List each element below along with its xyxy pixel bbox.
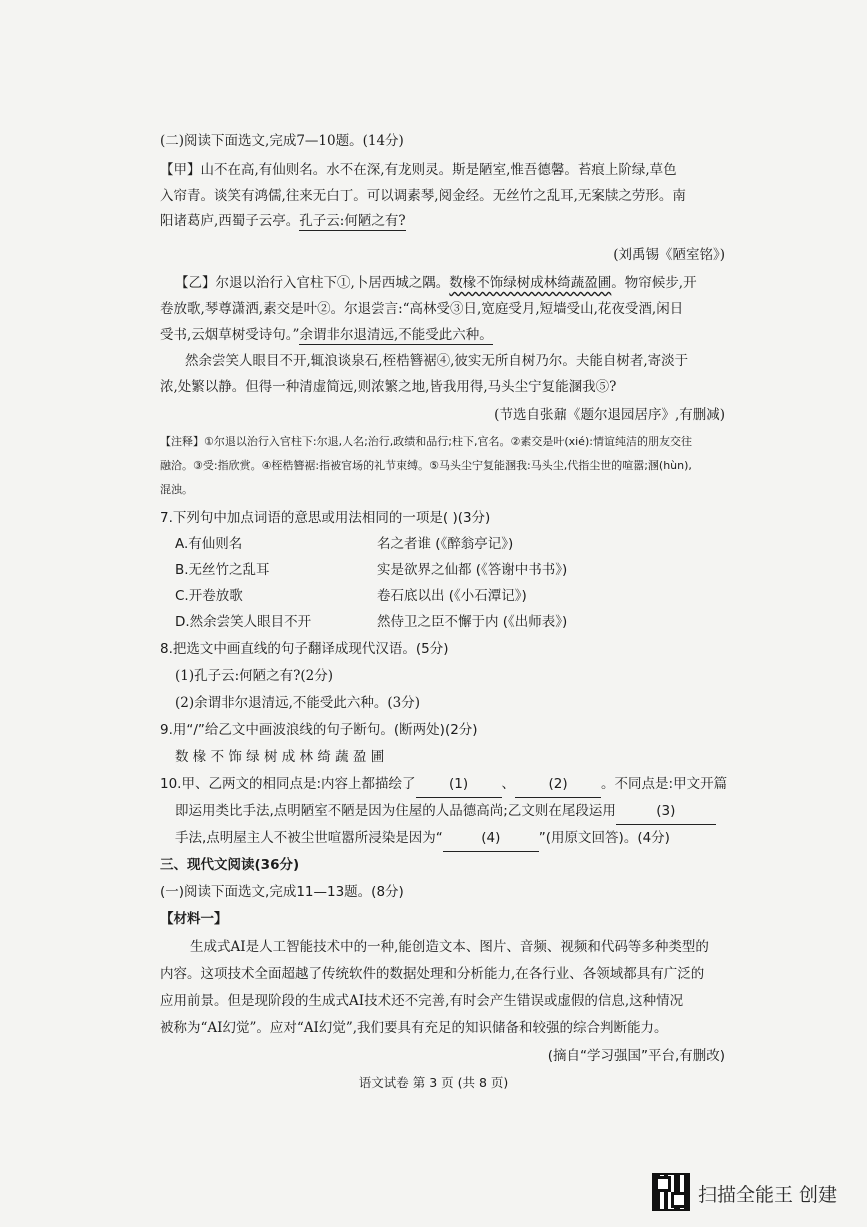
q8-item-2: (2)余谓非尔退清远,不能受此六种。(3分) [175,695,421,711]
yi-line-4: 然余尝笑人眼目不开,辄浪谈泉石,桎梏簪裾④,彼实无所自树乃尔。夫能自树者,寄淡于 [185,353,689,369]
material-line-4: 被称为“AI幻觉”。应对“AI幻觉”,我们要具有充足的知识储备和较强的综合判断能力。 [160,1020,668,1036]
yi-source: (节选自张鼐《题尔退园居序》,有删减) [494,407,725,423]
q7-option-d-right: 然侍卫之臣不懈于内 (《出师表》) [377,614,568,630]
notes-line-2: 融洽。③受:指欣赏。④桎梏簪裾:指被官场的礼节束缚。⑤马头尘宁复能溷我:马头尘,代指尘世的喧嚣;溷(hùn), [160,459,692,472]
material-line-1: 生成式AI是人工智能技术中的一种,能创造文本、图片、音频、视频和代码等多种类型的 [190,939,709,955]
q10-line-1-text: 10.甲、乙两文的相同点是:内容上都描绘了 [160,776,416,792]
yi-wavy-sentence: 数椽不饰绿树成林绮蔬盈圃 [449,275,612,291]
q10-line-3-text: 手法,点明屋主人不被尘世喧嚣所浸染是因为“ [175,830,443,846]
yi-line-2: 卷放歌,琴尊潇洒,素交是叶②。尔退尝言:“高林受③日,宽庭受月,短墙受山,花夜受酒,闲日 [160,301,684,317]
q7-stem: 7.下列句中加点词语的意思或用法相同的一项是( )(3分) [160,510,491,526]
section2-heading: (二)阅读下面选文,完成7—10题。(14分) [160,133,404,149]
yi-line-3-text: 受书,云烟草树受诗句。” [160,327,300,343]
jia-line-2: 入帘青。谈笑有鸿儒,往来无白丁。可以调素琴,阅金经。无丝竹之乱耳,无案牍之劳形。南 [160,188,686,204]
jia-line-3 [160,208,406,234]
jia-line-3-text: 阳诸葛庐,西蜀子云亭。 [160,213,300,229]
q10-blank-1[interactable]: (1) [416,771,502,798]
q7-option-a-left: A.有仙则名 [175,536,243,552]
q9-sentence: 数 椽 不 饰 绿 树 成 林 绮 蔬 盈 圃 [175,749,385,765]
q8-item-1: (1)孔子云:何陋之有?(2分) [175,668,334,684]
q10-separator: 、 [501,776,516,792]
jia-source: (刘禹锡《陋室铭》) [613,247,725,263]
yi-line-3 [160,322,493,348]
q7-option-b-left: B.无丝竹之乱耳 [175,562,270,578]
q7-option-c-right: 卷石底以出 (《小石潭记》) [377,588,527,604]
q10-line-2 [175,798,716,825]
q10-line-3 [175,825,670,852]
notes-line-3: 混浊。 [160,483,193,496]
q7-option-d-left: D.然余尝笑人眼目不开 [175,614,312,630]
yi-underlined-sentence: 余谓非尔退清远,不能受此六种。 [299,327,493,343]
material-line-3: 应用前景。但是现阶段的生成式AI技术还不完善,有时会产生错误或虚假的信息,这种情况 [160,993,684,1009]
jia-underlined-sentence: 孔子云:何陋之有? [299,213,406,229]
yi-line-1-tail: 。物帘候步,开 [611,275,697,291]
notes-line-1: 【注释】①尔退以治行入官柱下:尔退,人名;治行,政绩和品行;柱下,官名。②素交是叶(xié):情谊纯洁的朋友交往 [160,435,692,448]
material-source: (摘自“学习强国”平台,有删改) [547,1048,725,1064]
q7-option-a-right: 名之者谁 (《醉翁亭记》) [377,536,514,552]
section3-heading: 三、现代文阅读(36分) [160,857,300,873]
section3-subheading: (一)阅读下面选文,完成11—13题。(8分) [160,884,404,900]
q10-line-1 [160,771,727,798]
q7-option-b-right: 实是欲界之仙都 (《答谢中书书》) [377,562,568,578]
q10-blank-2[interactable]: (2) [515,771,601,798]
q10-blank-4[interactable]: (4) [443,825,539,852]
q10-line-2-text: 即运用类比手法,点明陋室不陋是因为住屋的人品德高尚;乙文则在尾段运用 [175,803,616,819]
q10-blank-3[interactable]: (3) [616,798,716,825]
yi-line-1-text: 【乙】尔退以治行入官柱下①,卜居西城之隅。 [175,275,450,291]
scanner-watermark: 扫描全能王 创建 [698,1184,838,1206]
q10-line-1-tail: 。不同点是:甲文开篇 [601,776,728,792]
q10-line-3-tail: ”(用原文回答)。(4分) [538,830,670,846]
jia-line-1: 【甲】山不在高,有仙则名。水不在深,有龙则灵。斯是陋室,惟吾德馨。苔痕上阶绿,草色 [160,162,677,178]
material-one-label: 【材料一】 [160,911,228,927]
yi-line-1 [175,270,697,296]
q7-option-c-left: C.开卷放歌 [175,588,243,604]
yi-line-5: 浓,处繁以静。但得一种清虚简远,则浓繁之地,皆我用得,马头尘宁复能溷我⑤? [160,379,617,395]
page-footer: 语文试卷 第 3 页 (共 8 页) [358,1075,509,1090]
q8-stem: 8.把选文中画直线的句子翻译成现代汉语。(5分) [160,641,449,657]
q9-stem: 9.用“/”给乙文中画波浪线的句子断句。(断两处)(2分) [160,722,478,738]
material-line-2: 内容。这项技术全面超越了传统软件的数据处理和分析能力,在各行业、各领域都具有广泛的 [160,966,705,982]
qr-code-icon [652,1173,690,1211]
